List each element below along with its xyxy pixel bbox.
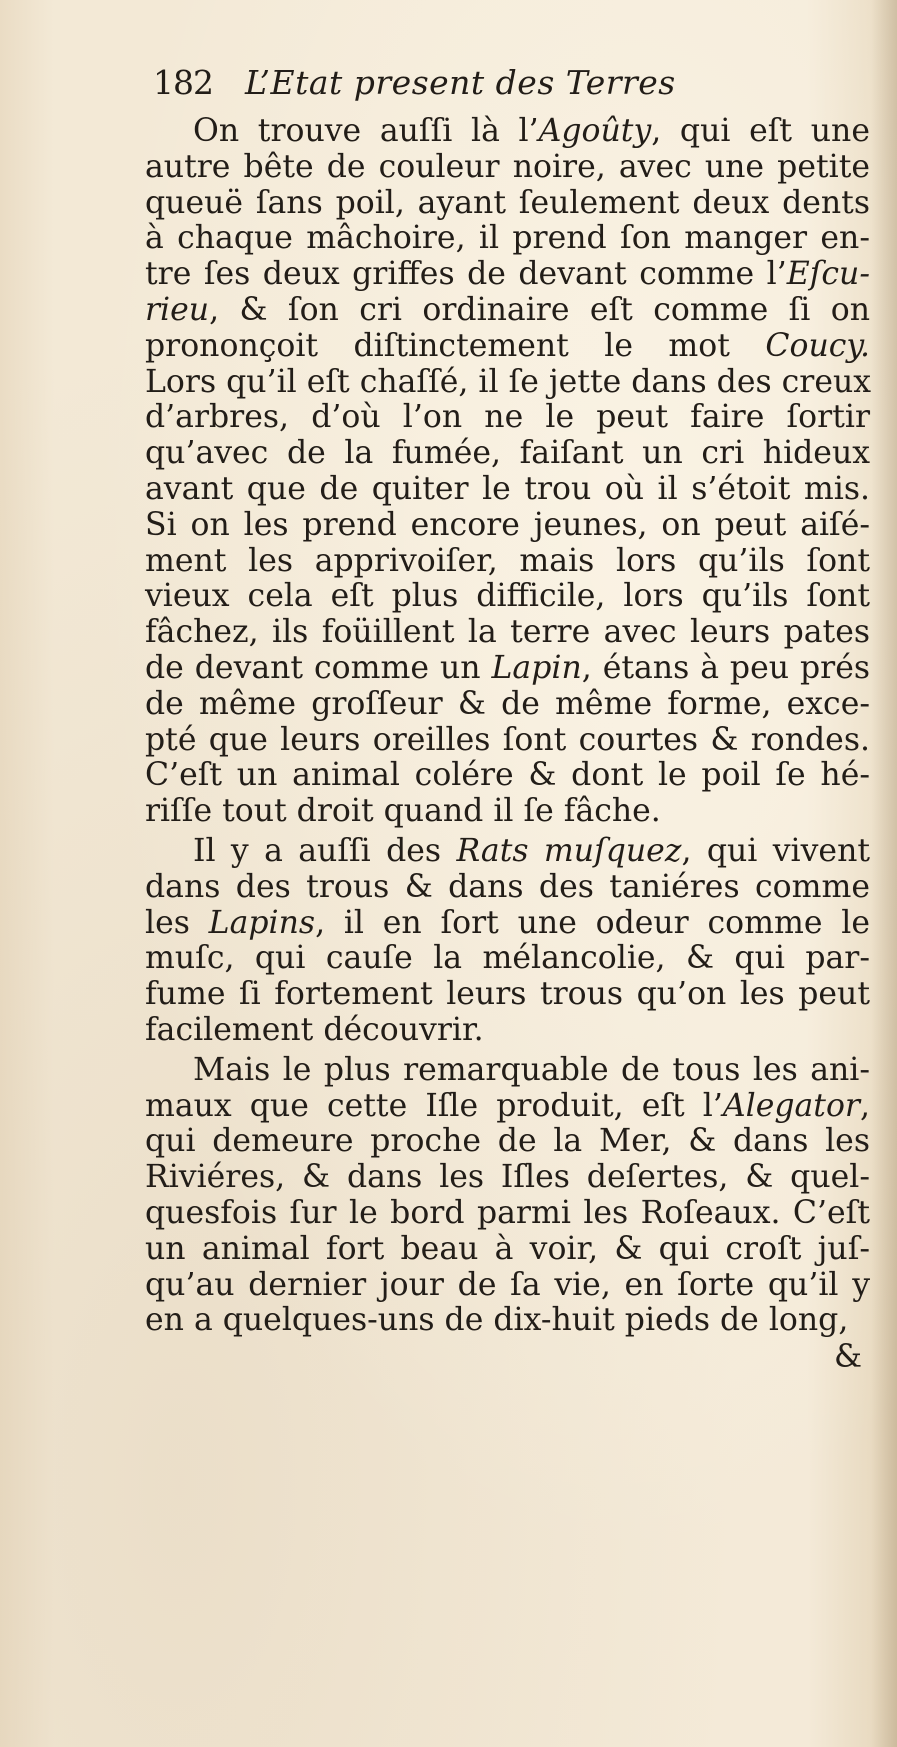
text-line (145, 1268, 870, 1304)
text-segment: un animal fort beau à voir, & qui croſt juſ- (145, 1230, 870, 1267)
text-segment: , qui eſt une (651, 113, 870, 149)
text-line (145, 1013, 870, 1049)
text-segment: Il y a auſſi des (193, 832, 457, 869)
text-segment: tre ſes deux griffes de devant comme l’ (145, 256, 787, 293)
italic-term: Eſcu- (786, 256, 870, 293)
text-line (145, 293, 870, 329)
text-line (145, 1053, 870, 1089)
text-segment: vieux cela eſt plus difficile, lors qu’ils ſont (145, 578, 870, 615)
text-line (145, 329, 870, 365)
text-segment: qu’au dernier jour de ſa vie, en ſorte qu’il y (145, 1266, 870, 1303)
text-segment: queuë ſans poil, ayant ſeulement deux dents (145, 184, 870, 221)
text-line (145, 544, 870, 580)
text-line (145, 221, 870, 257)
text-segment: , & ſon cri ordinaire eſt comme ſi on (209, 291, 870, 328)
text-line (145, 977, 870, 1013)
text-line (145, 906, 870, 942)
text-line (145, 723, 870, 759)
text-line (145, 834, 870, 870)
text-segment: On trouve auſſi là l’ (193, 113, 539, 149)
text-segment: en a quelques-uns de dix-huit pieds de long, (145, 1302, 849, 1339)
text-line (145, 257, 870, 293)
text-segment: de même groſſeur & de même forme, exce- (145, 685, 870, 722)
text-line (145, 687, 870, 723)
text-line (145, 150, 870, 186)
text-line (145, 758, 870, 794)
text-line (145, 615, 870, 651)
italic-term: Coucy. (765, 327, 870, 364)
text-segment: de devant comme un (145, 649, 492, 686)
paragraph (145, 834, 870, 1049)
body-text (145, 114, 870, 1339)
text-line (145, 1124, 870, 1160)
text-segment: à chaque mâchoire, il prend ſon manger en- (145, 220, 870, 257)
text-line (145, 365, 870, 401)
page-number: 182 (153, 63, 213, 102)
text-segment: , étans à peu prés (581, 649, 871, 686)
text-segment: prononçoit diſtinctement le mot (145, 327, 766, 364)
italic-term: Lapin (491, 649, 582, 686)
text-line (145, 794, 870, 830)
text-line (145, 651, 870, 687)
italic-term: Agoûty (538, 113, 652, 149)
text-line (145, 1196, 870, 1232)
running-head (145, 52, 870, 114)
text-line (145, 508, 870, 544)
italic-term: Alegator (722, 1087, 860, 1124)
text-segment: fume ſi fortement leurs trous qu’on les peut (145, 976, 870, 1013)
text-segment: , (859, 1087, 870, 1124)
text-segment: les (145, 904, 209, 941)
italic-term: rieu (145, 291, 210, 328)
text-line (145, 1232, 870, 1268)
text-line (145, 400, 870, 436)
text-segment: riſſe tout droit quand il ſe fâche. (145, 793, 661, 830)
text-line (145, 1160, 870, 1196)
text-segment: Riviéres, & dans les Iſles deſertes, & quel- (145, 1159, 870, 1196)
text-segment: ment les apprivoiſer, mais lors qu’ils ſont (145, 542, 870, 579)
text-segment: qui demeure proche de la Mer, & dans les (145, 1123, 870, 1160)
text-block (145, 52, 870, 1375)
text-segment: muſc, qui cauſe la mélancolie, & qui par- (145, 940, 870, 977)
italic-term: Rats muſquez (456, 832, 682, 869)
text-line (145, 472, 870, 508)
italic-term: Lapins (208, 904, 316, 941)
catchword-row (145, 1339, 870, 1375)
text-line (145, 114, 870, 150)
text-segment: qu’avec de la fumée, faiſant un cri hideux (145, 435, 870, 472)
text-line (145, 1089, 870, 1125)
running-title: L’Etat present des Terres (245, 63, 676, 102)
text-segment: autre bête de couleur noire, avec une petite (145, 148, 870, 185)
text-line (145, 1303, 870, 1339)
text-segment: facilement découvrir. (145, 1011, 484, 1048)
text-line (145, 870, 870, 906)
text-segment: quesfois ſur le bord parmi les Roſeaux. C’eſt (145, 1194, 870, 1231)
text-line (145, 186, 870, 222)
catchword: & (833, 1339, 862, 1376)
text-segment: maux que cette Iſle produit, eſt l’ (145, 1087, 723, 1124)
text-segment: Lors qu’il eſt chaſſé, il ſe jette dans des creux (145, 363, 872, 400)
text-segment: Si on les prend encore jeunes, on peut aiſé- (145, 506, 870, 543)
page-gutter-shadow (871, 0, 897, 1747)
text-segment: C’eſt un animal colére & dont le poil ſe hé- (145, 757, 870, 794)
text-segment: , il en ſort une odeur comme le (315, 904, 870, 941)
text-segment: d’arbres, d’où l’on ne le peut faire ſortir (145, 399, 870, 436)
text-segment: fâchez, ils foüillent la terre avec leurs pates (145, 614, 870, 651)
paragraph (145, 114, 870, 830)
text-segment: , qui vivent (681, 832, 871, 869)
text-line (145, 436, 870, 472)
text-line (145, 941, 870, 977)
text-segment: Mais le plus remarquable de tous les ani- (193, 1051, 870, 1088)
text-segment: avant que de quiter le trou où il s’étoit mis. (145, 470, 870, 507)
text-segment: dans des trous & dans des taniéres comme (145, 868, 870, 905)
text-line (145, 579, 870, 615)
paragraph (145, 1053, 870, 1339)
text-segment: pté que leurs oreilles ſont courtes & rondes. (145, 721, 870, 758)
